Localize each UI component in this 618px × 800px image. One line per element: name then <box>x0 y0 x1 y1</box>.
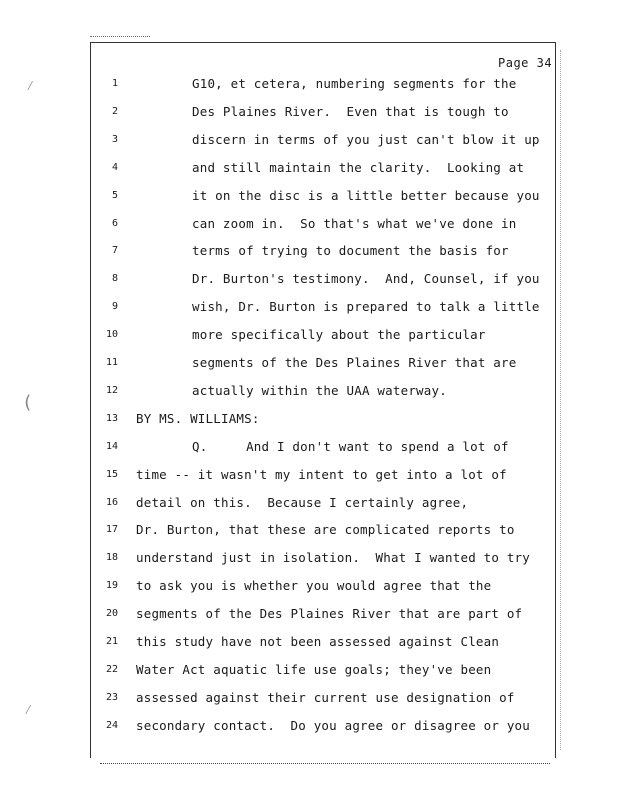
line-text: assessed against their current use designation of <box>136 689 515 705</box>
line-number: 13 <box>105 412 118 424</box>
transcript-line <box>0 241 618 261</box>
transcript-line <box>0 297 618 317</box>
line-text: BY MS. WILLIAMS: <box>136 410 260 426</box>
line-text: wish, Dr. Burton is prepared to talk a little <box>192 299 540 315</box>
transcript-line <box>0 465 618 485</box>
line-number: 10 <box>105 329 118 341</box>
line-text: more specifically about the particular <box>192 327 486 343</box>
line-text: Dr. Burton, that these are complicated reports to <box>136 522 515 538</box>
line-text: this study have not been assessed against Clean <box>136 634 500 649</box>
line-number: 17 <box>105 524 118 536</box>
page-number: Page 34 <box>498 56 553 70</box>
transcript-line <box>0 520 618 540</box>
line-text: Q. And I don't want to spend a lot of <box>192 438 509 454</box>
top-edge-mark <box>90 36 150 41</box>
line-text: segments of the Des Plaines River that are <box>192 355 517 370</box>
line-number: 24 <box>105 719 118 731</box>
line-text: actually within the UAA waterway. <box>192 382 447 398</box>
line-number: 22 <box>105 663 118 675</box>
transcript-line <box>0 130 618 150</box>
line-number: 16 <box>105 496 118 508</box>
line-text: understand just in isolation. What I wanted to try <box>136 550 531 566</box>
line-number: 7 <box>111 245 118 257</box>
transcript-line <box>0 632 618 652</box>
transcript-line <box>0 660 618 680</box>
transcript-line <box>0 437 618 457</box>
line-number: 8 <box>111 273 118 285</box>
line-text: secondary contact. Do you agree or disagree or you <box>136 717 531 733</box>
line-text: G10, et cetera, numbering segments for the <box>192 76 517 91</box>
line-number: 9 <box>111 301 118 313</box>
transcript-line <box>0 214 618 234</box>
transcript-line <box>0 409 618 429</box>
line-number: 5 <box>111 189 118 201</box>
line-text: it on the disc is a little better because you <box>192 187 540 203</box>
line-number: 4 <box>111 161 118 173</box>
transcript-line <box>0 548 618 568</box>
transcript-line <box>0 74 618 94</box>
line-text: Des Plaines River. Even that is tough to <box>192 103 509 119</box>
line-number: 20 <box>105 608 118 620</box>
line-text: terms of trying to document the basis for <box>192 243 509 259</box>
margin-hole-punch-mark: ( <box>22 392 33 413</box>
transcript-line <box>0 716 618 736</box>
line-text: to ask you is whether you would agree that the <box>136 578 492 594</box>
line-text: Dr. Burton's testimony. And, Counsel, if you <box>192 271 540 287</box>
transcript-line <box>0 158 618 178</box>
line-number: 23 <box>105 691 118 703</box>
transcript-line <box>0 186 618 206</box>
line-number: 2 <box>111 105 118 117</box>
line-number: 11 <box>105 357 118 368</box>
transcript-line <box>0 688 618 708</box>
line-text: Water Act aquatic life use goals; they've been <box>136 661 492 677</box>
line-number: 1 <box>111 78 118 89</box>
transcript-line <box>0 381 618 401</box>
transcript-line <box>0 576 618 596</box>
line-text: detail on this. Because I certainly agree, <box>136 494 469 510</box>
margin-scratch-mark-bottom: ⁄ <box>24 702 33 718</box>
transcript-line <box>0 353 618 373</box>
line-text: can zoom in. So that's what we've done in <box>192 215 517 231</box>
transcript-line <box>0 493 618 513</box>
line-number: 21 <box>105 636 118 647</box>
bottom-rule <box>100 763 550 764</box>
line-number: 15 <box>105 468 118 480</box>
line-number: 6 <box>111 217 118 229</box>
line-number: 14 <box>105 440 118 452</box>
line-number: 18 <box>105 552 118 564</box>
transcript-line <box>0 269 618 289</box>
line-text: segments of the Des Plaines River that are part of <box>136 606 523 622</box>
transcript-line <box>0 325 618 345</box>
transcript-line <box>0 102 618 122</box>
line-number: 3 <box>111 133 118 145</box>
transcript-line <box>0 604 618 624</box>
margin-scratch-mark: ⁄ <box>26 78 35 94</box>
line-number: 12 <box>105 384 118 396</box>
line-number: 19 <box>105 580 118 592</box>
line-text: discern in terms of you just can't blow it up <box>192 131 540 147</box>
line-text: and still maintain the clarity. Looking at <box>192 159 525 175</box>
line-text: time -- it wasn't my intent to get into a lot of <box>136 466 507 482</box>
